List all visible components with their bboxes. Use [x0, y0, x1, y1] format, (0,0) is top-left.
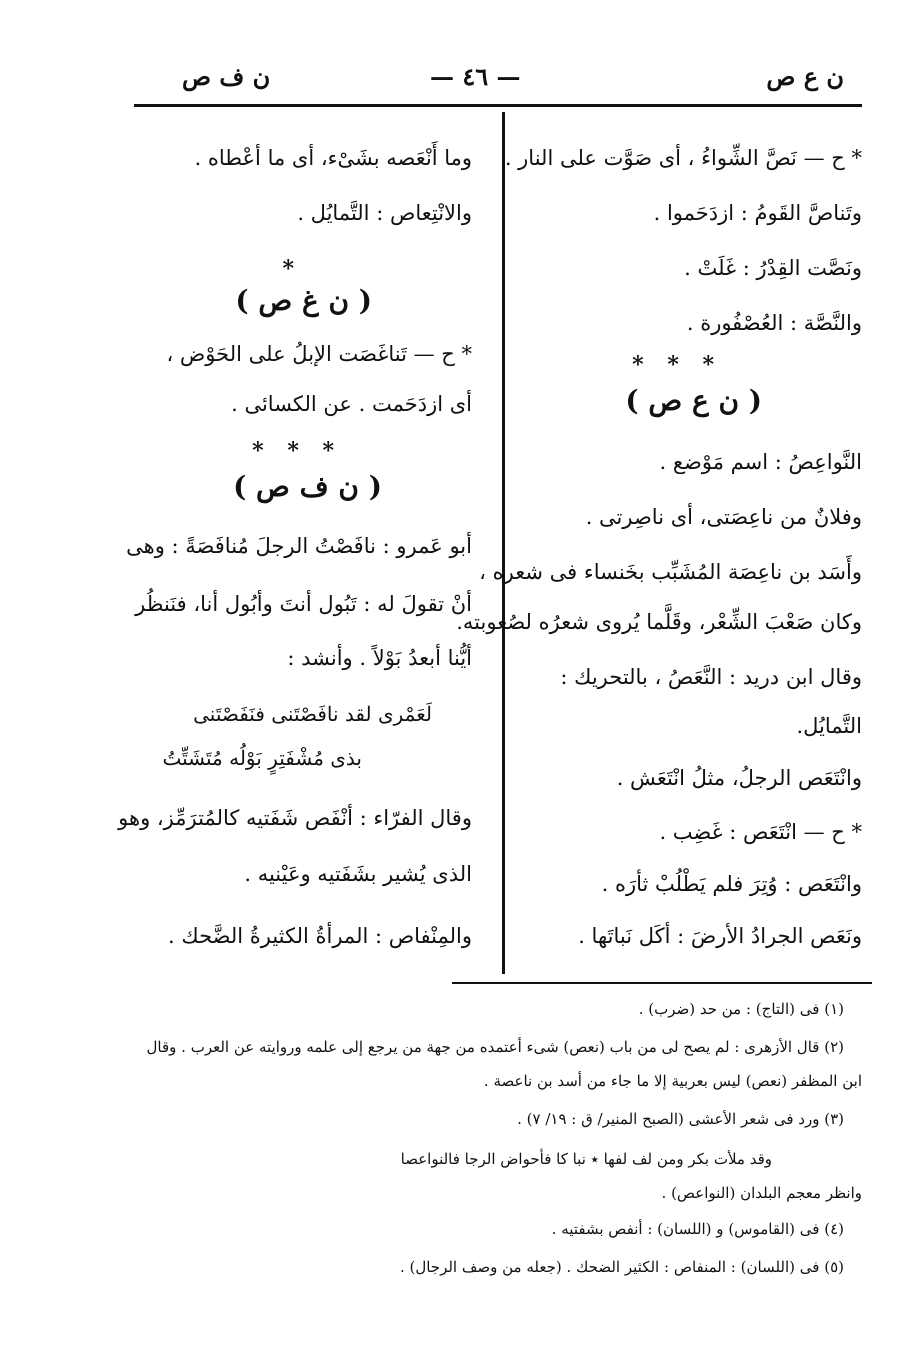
- right-line-7: وأَسَد بن ناعِصَة المُشَبِّب بخَنساء فى شعره ،: [479, 560, 862, 584]
- header-left-entry: ن ف ص: [182, 62, 271, 91]
- left-line-10: والمِنْفاص : المرأةُ الكثيرةُ الضَّحك .: [168, 924, 472, 948]
- right-line-12: * ح — انْتَعَص : غَضِب .: [659, 820, 862, 844]
- footnote-4: (٤) فى (القاموس) و (اللسان) : أنفص بشفتيه .: [551, 1220, 844, 1238]
- footnote-2: (٢) قال الأزهرى : لم يصح لى من باب (نعص) شىء أعتمده من جهة من يرجع إلى علمه وروايته عن العرب . وقال: [146, 1038, 844, 1056]
- footnote-rule: [452, 982, 872, 984]
- left-line-6: أنْ تقولَ له : تَبُول أنتَ وأبُول أنا، فنَنظُر: [135, 592, 472, 616]
- left-line-5: أبو عَمرو : نافَصْتُ الرجلَ مُنافَصَةً : وهى: [126, 534, 472, 558]
- right-line-2: وتَناصَّ القَومُ : ازدَحَموا .: [653, 201, 862, 225]
- left-star: *: [282, 256, 302, 282]
- left-line-8: وقال الفرّاء : أنْفَص شَفَتيه كالمُترَمِّز، وهو: [118, 806, 472, 830]
- right-line-1: * ح — نَصَّ الشِّواءُ ، أى صَوَّت على النار .: [504, 146, 862, 170]
- footnote-3: (٣) ورد فى شعر الأعشى (الصبح المنير/ ق : ١٩/ ٧) .: [517, 1110, 844, 1128]
- right-line-8: وكان صَعْبَ الشِّعْر، وقَلَّما يُروى شعرُه لصُعوبته.: [456, 610, 862, 634]
- footnote-3-verse: وقد ملأت بكر ومن لف لفها ٭ نبا كا فأحواض الرجا فالنواعصا: [400, 1150, 772, 1168]
- column-divider: [502, 112, 505, 974]
- left-separator-stars: * * *: [252, 438, 342, 464]
- verse-second-hemistich: بذى مُشْفَتِرٍ بَوْلُه مُتَشَتِّتُ: [162, 746, 362, 770]
- right-line-5: النَّواعِصُ : اسم مَوْضع .: [659, 450, 862, 474]
- left-line-2: والانْتِعاص : التَّمايُل .: [297, 201, 472, 225]
- footnote-5: (٥) فى (اللسان) : المنفاص : الكثير الضحك . (جعله من وصف الرجال) .: [399, 1258, 844, 1276]
- right-line-13: وانْتَعَص : وُتِرَ فلم يَطْلُبْ ثأرَه .: [601, 872, 862, 896]
- verse-first-hemistich: لَعَمْرى لقد نافَصْتَنى فنَفَصْتَنى: [193, 702, 432, 726]
- entry-heading-nafs: ( ن ف ص ): [233, 470, 382, 503]
- left-line-7: أيُّنا أبعدُ بَوْلاً . وأنشد :: [287, 646, 472, 670]
- right-line-3: ونَصَّت القِدْرُ : غَلَتْ .: [684, 256, 862, 280]
- left-line-4: أى ازدَحَمت . عن الكسائى .: [231, 392, 472, 416]
- right-separator-stars: * * *: [632, 352, 722, 378]
- entry-heading-nas: ( ن ع ص ): [625, 384, 762, 417]
- left-line-3: * ح — تَناغَصَت الإبلُ على الحَوْض ،: [166, 342, 472, 366]
- right-line-10: التَّمايُل.: [796, 714, 862, 738]
- right-line-6: وفلانٌ من ناعِصَتى، أى ناصِرتى .: [585, 505, 862, 529]
- right-line-14: ونَعَص الجرادُ الأرضَ : أكَل نَباتَها .: [578, 924, 862, 948]
- right-line-4: والنَّصَّة : العُصْفُورة .: [686, 311, 862, 335]
- left-line-9: الذى يُشير بشَفَتيه وعَيْنيه .: [244, 862, 472, 886]
- left-line-1: وما أَنْعَصه بشَىْء، أى ما أعْطاه .: [194, 146, 472, 170]
- entry-heading-nagh: ( ن غ ص ): [235, 284, 372, 317]
- page-number: — ٤٦ —: [430, 62, 521, 91]
- header-rule: [134, 104, 862, 107]
- footnote-3-cont: وانظر معجم البلدان (النواعص) .: [661, 1184, 862, 1202]
- right-line-11: وانْتَعَص الرجلُ، مثلُ انْتَعَش .: [616, 766, 862, 790]
- right-line-9: وقال ابن دريد : النَّعَصُ ، بالتحريك :: [560, 665, 862, 689]
- footnote-2-cont: ابن المظفر (نعص) ليس بعربية إلا ما جاء من أسد بن ناعصة .: [483, 1072, 862, 1090]
- footnote-1: (١) فى (التاج) : من حد (ضرب) .: [638, 1000, 844, 1018]
- header-right-entry: ن ع ص: [766, 62, 844, 91]
